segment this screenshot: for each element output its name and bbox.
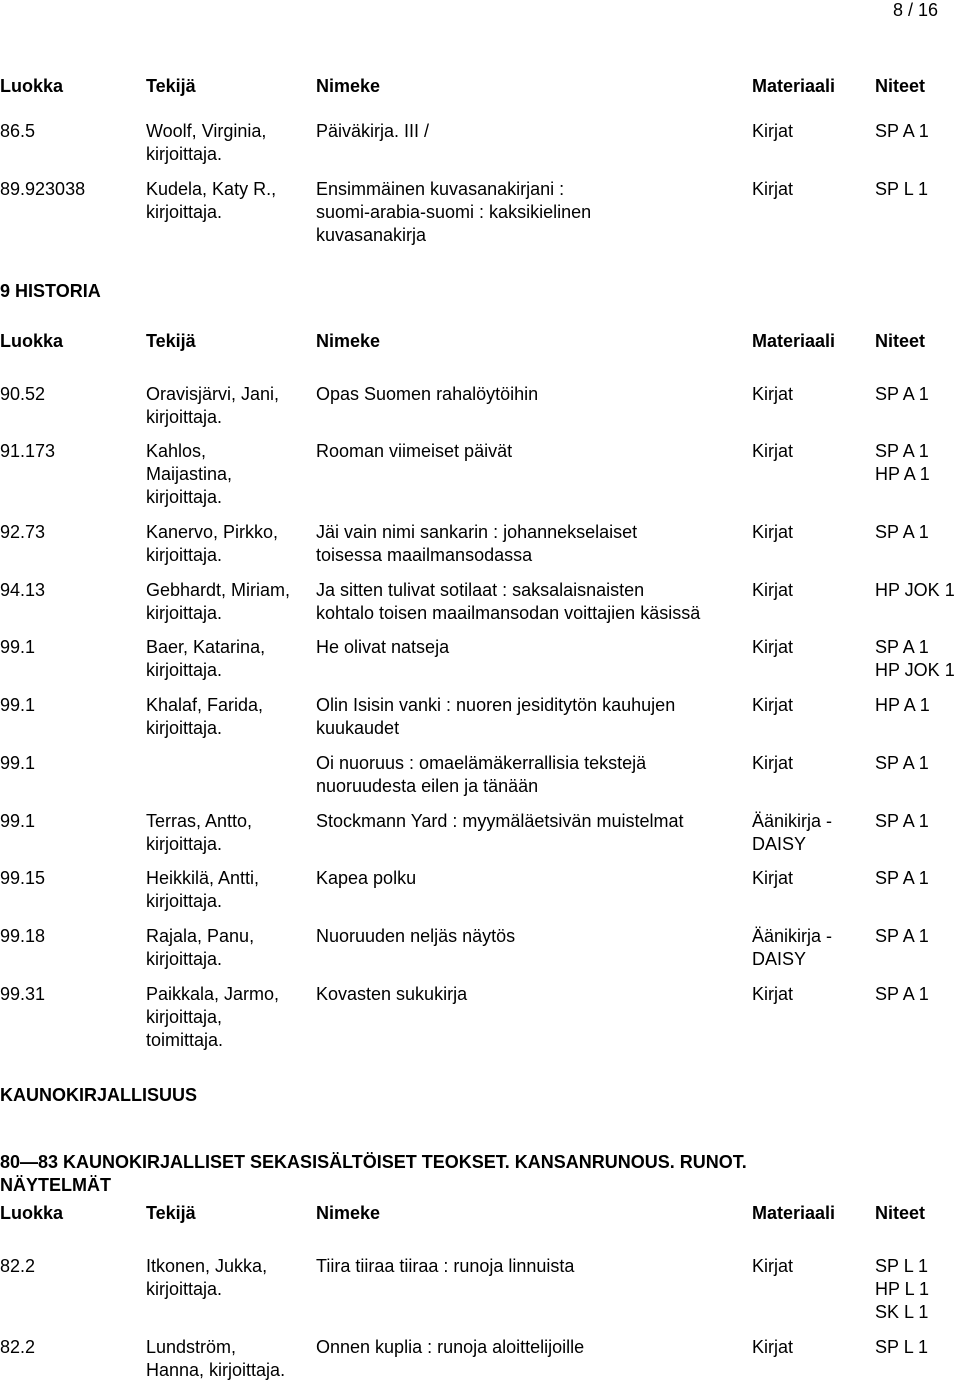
- table-row: [0, 925, 960, 969]
- row-niteet: SP L 1: [875, 1337, 929, 1357]
- row-materiaali: Kirjat: [752, 637, 794, 657]
- row-materiaali: Kirjat: [752, 1337, 794, 1357]
- table-row: [0, 752, 960, 796]
- row-tekija: Terras, Antto, kirjoittaja.: [146, 811, 253, 854]
- table-row: [0, 579, 960, 623]
- row-luokka: 99.18: [0, 926, 46, 946]
- row-nimeke: Nuoruuden neljäs näytös: [316, 926, 516, 946]
- row-nimeke: Tiira tiiraa tiiraa : runoja linnuista: [316, 1256, 575, 1276]
- row-materiaali: Kirjat: [752, 984, 794, 1004]
- row-materiaali: Kirjat: [752, 1256, 794, 1276]
- row-tekija: Baer, Katarina, kirjoittaja.: [146, 637, 266, 680]
- row-materiaali: Kirjat: [752, 121, 794, 141]
- row-luokka: 99.1: [0, 695, 36, 715]
- subsection-title-line2: NÄYTELMÄT: [0, 1175, 111, 1195]
- section-title-kaunokirjallisuus: KAUNOKIRJALLISUUS: [0, 1085, 198, 1105]
- table-row: [0, 383, 960, 427]
- row-niteet: SP A 1: [875, 868, 929, 888]
- table-row: [0, 440, 960, 507]
- row-niteet: HP A 1: [875, 695, 930, 715]
- row-tekija: Lundström, Hanna, kirjoittaja.: [146, 1337, 286, 1380]
- column-header-luokka: Luokka: [0, 331, 64, 351]
- row-materiaali: Kirjat: [752, 753, 794, 773]
- table-row: [0, 983, 960, 1050]
- row-materiaali: Kirjat: [752, 695, 794, 715]
- row-niteet: SP L 1: [875, 179, 929, 199]
- row-tekija: Heikkilä, Antti, kirjoittaja.: [146, 868, 260, 911]
- row-niteet: SP A 1: [875, 522, 929, 542]
- row-materiaali: Kirjat: [752, 580, 794, 600]
- subsection-title-line1: 80—83 KAUNOKIRJALLISET SEKASISÄLTÖISET TEOKSET. KANSANRUNOUS. RUNOT.: [0, 1152, 747, 1172]
- row-niteet: SP A 1: [875, 926, 929, 946]
- row-nimeke: Ja sitten tulivat sotilaat : saksalaisnaisten kohtalo toisen maailmansodan voittajien käsissä: [316, 580, 701, 623]
- row-materiaali: Äänikirja - DAISY: [752, 811, 833, 854]
- column-header-niteet: Niteet: [875, 1203, 926, 1223]
- row-niteet: SP A 1 HP JOK 1: [875, 637, 955, 680]
- table-row: [0, 694, 960, 738]
- row-materiaali: Kirjat: [752, 522, 794, 542]
- column-header-luokka: Luokka: [0, 76, 64, 96]
- section-title-historia: 9 HISTORIA: [0, 281, 101, 301]
- row-niteet: SP A 1: [875, 121, 929, 141]
- row-tekija: Paikkala, Jarmo, kirjoittaja, toimittaja.: [146, 984, 280, 1050]
- row-tekija: Woolf, Virginia, kirjoittaja.: [146, 121, 267, 164]
- row-tekija: Itkonen, Jukka, kirjoittaja.: [146, 1256, 268, 1299]
- row-nimeke: He olivat natseja: [316, 637, 450, 657]
- column-header-luokka: Luokka: [0, 1203, 64, 1223]
- column-header-niteet: Niteet: [875, 76, 926, 96]
- row-luokka: 99.1: [0, 753, 36, 773]
- row-luokka: 92.73: [0, 522, 46, 542]
- row-luokka: 90.52: [0, 384, 46, 404]
- table-row: [0, 867, 960, 911]
- row-materiaali: Äänikirja - DAISY: [752, 926, 833, 969]
- row-tekija: Kanervo, Pirkko, kirjoittaja.: [146, 522, 279, 565]
- page-number: 8 / 16: [892, 0, 938, 20]
- row-nimeke: Stockmann Yard : myymäläetsivän muistelmat: [316, 811, 684, 831]
- row-nimeke: Onnen kuplia : runoja aloittelijoille: [316, 1337, 585, 1357]
- column-header-nimeke: Nimeke: [316, 76, 381, 96]
- row-luokka: 89.923038: [0, 179, 86, 199]
- row-luokka: 82.2: [0, 1256, 36, 1276]
- row-nimeke: Opas Suomen rahalöytöihin: [316, 384, 539, 404]
- row-luokka: 82.2: [0, 1337, 36, 1357]
- row-niteet: HP JOK 1: [875, 580, 955, 600]
- row-niteet: SP A 1: [875, 753, 929, 773]
- table-row: [0, 120, 960, 164]
- row-luokka: 91.173: [0, 441, 56, 461]
- column-header-tekija: Tekijä: [146, 76, 196, 96]
- row-niteet: SP A 1 HP A 1: [875, 441, 930, 484]
- table-row: [0, 521, 960, 565]
- row-materiaali: Kirjat: [752, 868, 794, 888]
- table-header: [0, 330, 960, 353]
- row-luokka: 99.15: [0, 868, 46, 888]
- row-nimeke: Oi nuoruus : omaelämäkerrallisia tekstejä nuoruudesta eilen ja tänään: [316, 753, 647, 796]
- row-tekija: Khalaf, Farida, kirjoittaja.: [146, 695, 264, 738]
- table-row: [0, 636, 960, 680]
- column-header-niteet: Niteet: [875, 331, 926, 351]
- row-nimeke: Rooman viimeiset päivät: [316, 441, 513, 461]
- column-header-nimeke: Nimeke: [316, 331, 381, 351]
- row-luokka: 94.13: [0, 580, 46, 600]
- row-niteet: SP A 1: [875, 384, 929, 404]
- table-row: [0, 1255, 960, 1322]
- row-nimeke: Olin Isisin vanki : nuoren jesiditytön kauhujen kuukaudet: [316, 695, 676, 738]
- column-header-materiaali: Materiaali: [752, 331, 836, 351]
- column-header-materiaali: Materiaali: [752, 76, 836, 96]
- table-header: [0, 1202, 960, 1225]
- row-luokka: 99.1: [0, 811, 36, 831]
- row-tekija: Kudela, Katy R., kirjoittaja.: [146, 179, 277, 222]
- table-header: [0, 75, 960, 98]
- row-nimeke: Kapea polku: [316, 868, 417, 888]
- row-niteet: SP L 1 HP L 1 SK L 1: [875, 1256, 930, 1322]
- column-header-tekija: Tekijä: [146, 331, 196, 351]
- column-header-nimeke: Nimeke: [316, 1203, 381, 1223]
- row-niteet: SP A 1: [875, 811, 929, 831]
- row-luokka: 99.31: [0, 984, 46, 1004]
- row-tekija: Gebhardt, Miriam, kirjoittaja.: [146, 580, 291, 623]
- table-row: [0, 178, 960, 245]
- row-materiaali: Kirjat: [752, 179, 794, 199]
- row-tekija: Rajala, Panu, kirjoittaja.: [146, 926, 255, 969]
- row-materiaali: Kirjat: [752, 384, 794, 404]
- row-nimeke: Jäi vain nimi sankarin : johannekselaiset toisessa maailmansodassa: [316, 522, 638, 565]
- column-header-materiaali: Materiaali: [752, 1203, 836, 1223]
- table-row: [0, 1336, 960, 1380]
- row-tekija: Kahlos, Maijastina, kirjoittaja.: [146, 441, 233, 507]
- row-nimeke: Päiväkirja. III /: [316, 121, 430, 141]
- row-luokka: 99.1: [0, 637, 36, 657]
- column-header-tekija: Tekijä: [146, 1203, 196, 1223]
- row-materiaali: Kirjat: [752, 441, 794, 461]
- row-nimeke: Kovasten sukukirja: [316, 984, 468, 1004]
- row-niteet: SP A 1: [875, 984, 929, 1004]
- row-luokka: 86.5: [0, 121, 36, 141]
- row-tekija: Oravisjärvi, Jani, kirjoittaja.: [146, 384, 280, 427]
- row-nimeke: Ensimmäinen kuvasanakirjani : suomi-arabia-suomi : kaksikielinen kuvasanakirja: [316, 179, 592, 245]
- table-row: [0, 810, 960, 854]
